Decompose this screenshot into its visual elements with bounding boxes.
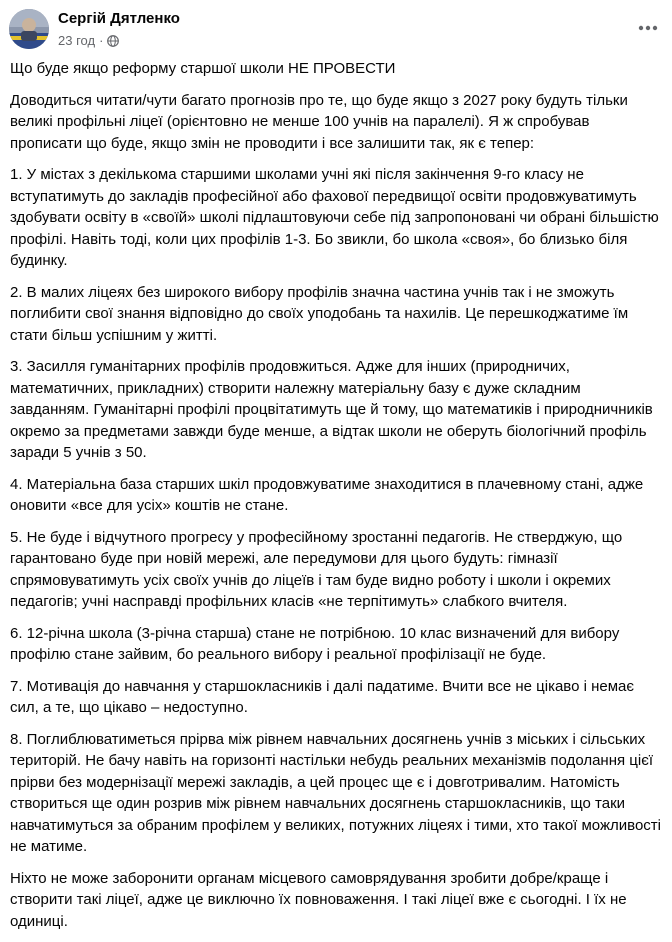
post-paragraph: 3. Засилля гуманітарних профілів продовжиться. Адже для інших (природничих, математичних, прикладних) створити належну матеріальну базу є дуже складним завданням. Гуманітарні профілі процвітатимуть ще й тому, що математиків і природничників окремо за предметами завжди буде менше, а відтак школи не оберуть біологічний профіль заради 5 учнів з 50.: [10, 358, 653, 461]
author-name[interactable]: Сергій Дятленко: [58, 10, 180, 27]
post-meta: [58, 33, 119, 49]
post-paragraph: Доводиться читати/чути багато прогнозів про те, що буде якщо з 2027 року будуть тільки великі профільні ліцеї (орієнтовно не менше 100 учнів на паралелі). Я ж спробував прописати що буде, якщо змін не проводити і все залишити так, як є тепер:: [10, 91, 628, 152]
more-options-button[interactable]: [636, 16, 660, 40]
author-avatar[interactable]: [9, 9, 49, 49]
post-paragraph: 6. 12-річна школа (3-річна старша) стане не потрібною. 10 клас визначений для вибору профілю стане зайвим, бо реального вибору і реальної профілізації не буде.: [10, 624, 620, 663]
post-timestamp[interactable]: 23 год: [58, 33, 96, 48]
globe-icon[interactable]: [107, 35, 119, 47]
post-paragraph: 8. Поглиблюватиметься прірва між рівнем навчальних досягнень учнів з міських і сільських територій. Не бачу навіть на горизонті настільки небудь реальних механізмів подолання цієї прірви без модернізації мережі закладів, а цей процес ще є і довготривалим. Натомість створиться ще один розрив між рівнем навчальних досягнень старшокласників, що таки навчатимуться за обраним профілем у великих, потужних ліцеях і тими, хто такої можливості не матиме.: [10, 730, 661, 855]
post-paragraph: Ніхто не може заборонити органам місцевого самоврядування зробити добре/краще і створити такі ліцеї, адже це виключно їх повноваження. І такі ліцеї вже є сьогодні. І їх не одиниці.: [10, 869, 627, 930]
post-header: [0, 0, 672, 56]
avatar-image: [9, 9, 49, 49]
post-paragraph: 4. Матеріальна база старших шкіл продовжуватиме знаходитися в плачевному стані, адже оновити «все для усіх» коштів не стане.: [10, 475, 644, 514]
post-paragraph: 1. У містах з декількома старшими школами учні які після закінчення 9-го класу не вступатимуть до закладів професійної або фахової передвищої освіти продовжуватимуть здобувати освіту в «своїй» школі підлаштовуючи себе під запропоновані чи обрані більшістю профілі. Навіть тоді, коли цих профілів 1-3. Бо звикли, бо школа «своя», бо близько біля будинку.: [10, 166, 659, 269]
meta-separator: ·: [99, 33, 104, 48]
more-horizontal-icon: [638, 25, 658, 31]
post-paragraph: 2. В малих ліцеях без широкого вибору профілів значна частина учнів так і не зможуть поглибити свої знання відповідно до своїх уподобань та нахилів. Це перешкоджатиме їм стати більш успішним у житті.: [10, 283, 629, 344]
post-body: [10, 58, 662, 942]
post-paragraph: 7. Мотивація до навчання у старшокласників і далі падатиме. Вчити все не цікаво і немає сил, а те, що цікаво – недоступно.: [10, 677, 635, 716]
post-paragraph: 5. Не буде і відчутного прогресу у професійному зростанні педагогів. Не стверджую, що гарантовано буде при новій мережі, але передумови для цього будуть: гімназії спрямовуватимуть усіх своїх учнів до ліцеїв і там буде видно роботу і школи і окремих педагогів; учні насправді профільних класів «не терпітимуть» слабкого вчителя.: [10, 528, 623, 610]
post-title: Що буде якщо реформу старшої школи НЕ ПРОВЕСТИ: [10, 60, 396, 77]
